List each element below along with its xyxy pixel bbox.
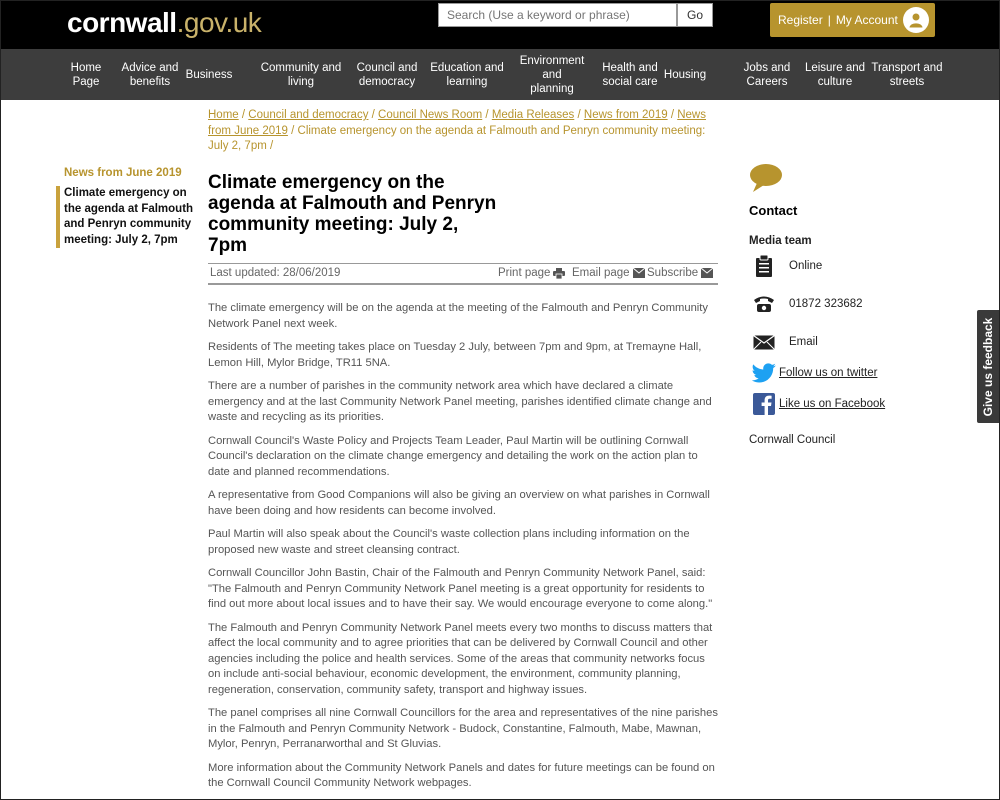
- nav-business[interactable]: Business: [185, 68, 233, 81]
- contact-twitter[interactable]: [751, 361, 877, 385]
- organisation-name: Cornwall Council: [749, 434, 836, 446]
- page-title: Climate emergency on the agenda at Falmouth and Penryn community meeting: July 2, 7pm: [208, 172, 497, 256]
- twitter-icon: [751, 361, 777, 385]
- email-icon: [633, 268, 645, 278]
- search-input[interactable]: [438, 3, 677, 27]
- breadcrumb-council-and-democracy[interactable]: Council and democracy: [248, 109, 369, 121]
- my-account-link[interactable]: My Account: [835, 13, 898, 27]
- subscribe-button[interactable]: Subscribe: [647, 267, 713, 279]
- nav-community-and-living[interactable]: Community and living: [260, 61, 342, 88]
- site-header: [1, 1, 999, 49]
- nav-housing[interactable]: Housing: [663, 68, 707, 81]
- nav-environment-and-planning[interactable]: Environment and planning: [519, 54, 585, 95]
- breadcrumb: Home / Council and democracy / Council News Room / Media Releases / News from 2019 / News from June 2019 / Climate emergency on the agenda at Falmouth and Penryn community meeting: July 2, 7pm /: [208, 109, 706, 152]
- nav-council-and-democracy[interactable]: Council and democracy: [356, 61, 418, 88]
- nav-education-and-learning[interactable]: Education and learning: [430, 61, 504, 88]
- breadcrumb-media-releases[interactable]: Media Releases: [491, 109, 575, 121]
- article-meta-bar: [208, 263, 718, 285]
- logo-domain-text: .gov.uk: [176, 7, 262, 38]
- article-body: [208, 301, 720, 800]
- twitter-link[interactable]: Follow us on twitter: [779, 367, 878, 379]
- media-team-label: Media team: [749, 235, 812, 247]
- print-icon: [553, 268, 565, 279]
- facebook-icon: [751, 392, 777, 416]
- register-link[interactable]: Register: [778, 13, 823, 27]
- article-paragraph: Residents of The meeting takes place on Tuesday 2 July, between 7pm and 9pm, at Tremayne Hall, Lemon Hill, Mylor Bridge, TR11 5NA.: [208, 341, 702, 369]
- phone-icon: [751, 292, 777, 316]
- article-paragraph: The panel comprises all nine Cornwall Councillors for the area and representatives of the nine parishes in the Falmouth and Penryn Community Network - Budock, Constantine, Falmouth, Mabe, Mawnan, Mylor, Penryn, Perranarworthal and St Gluvias.: [208, 707, 718, 750]
- sidebar-heading-link[interactable]: News from June 2019: [64, 167, 182, 179]
- contact-heading: Contact: [749, 203, 798, 218]
- article-paragraph: Cornwall Council's Waste Policy and Projects Team Leader, Paul Martin will be outlining Cornwall Council's declaration on the climate change emergency and detailing the work on the action plan to date and planned recommendations.: [208, 434, 698, 478]
- main-navigation: [1, 49, 999, 100]
- article-paragraph: The climate emergency will be on the agenda at the meeting of the Falmouth and Penryn Community Network Panel next week.: [208, 302, 708, 330]
- nav-leisure-and-culture[interactable]: Leisure and culture: [804, 61, 866, 88]
- site-logo[interactable]: [67, 7, 261, 39]
- nav-transport-and-streets[interactable]: Transport and streets: [871, 61, 943, 88]
- breadcrumb-home[interactable]: Home: [208, 109, 239, 121]
- subscribe-icon: [701, 268, 713, 278]
- user-icon: [903, 7, 929, 33]
- search-go-button[interactable]: Go: [677, 3, 713, 27]
- email-page-button[interactable]: Email page: [572, 267, 645, 279]
- sidebar-current-item[interactable]: Climate emergency on the agenda at Falmouth and Penryn community meeting: July 2, 7pm: [56, 186, 196, 248]
- article-paragraph: More information about the Community Network Panels and dates for future meetings can be found on the Cornwall Council Community Network webpages.: [208, 761, 715, 789]
- breadcrumb-news-from-june-2019[interactable]: News from June 2019: [208, 109, 706, 137]
- account-button[interactable]: [770, 3, 935, 37]
- envelope-icon: [751, 330, 777, 354]
- nav-health-and-social-care[interactable]: Health and social care: [602, 61, 658, 88]
- article-paragraph: There are a number of parishes in the community network area which have declared a climate emergency and at the last Community Network Panel meeting, parishes identified climate change and waste and recycling as its priorities.: [208, 380, 712, 423]
- article-paragraph: A representative from Good Companions will also be giving an overview on what parishes in Cornwall have been doing and how residents can become involved.: [208, 489, 710, 517]
- article-paragraph: The Falmouth and Penryn Community Network Panel meets every two months to discuss matters that affect the local community and to agree priorities that can be delivered by Cornwall Council and other agencies including the police and health services. Some of the areas that community networks focus on include anti-social behaviour, economic development, the environment, community planning, regeneration, conservation, community safety, transport and highway issues.: [208, 621, 713, 696]
- print-page-button[interactable]: Print page: [498, 267, 565, 279]
- last-updated: Last updated: 28/06/2019: [210, 267, 341, 279]
- nav-home-page[interactable]: Home Page: [70, 61, 102, 88]
- breadcrumb-current: Climate emergency on the agenda at Falmouth and Penryn community meeting: July 2, 7pm: [208, 124, 706, 152]
- clipboard-icon: [751, 254, 777, 278]
- feedback-tab[interactable]: [977, 310, 999, 423]
- nav-advice-and-benefits[interactable]: Advice and benefits: [121, 61, 179, 88]
- contact-phone[interactable]: 01872 323682: [751, 292, 863, 316]
- article-paragraph: Cornwall Councillor John Bastin, Chair of the Falmouth and Penryn Community Network Panel, said: "The Falmouth and Penryn Community Network Panel meeting is a great opportunity for residents to find out more about local issues and to have their say. We would encourage everyone to come along.": [208, 567, 713, 610]
- facebook-link[interactable]: Like us on Facebook: [779, 398, 886, 410]
- logo-main-text: cornwall: [67, 7, 177, 38]
- contact-email[interactable]: Email: [751, 330, 818, 354]
- breadcrumb-news-from-2019[interactable]: News from 2019: [583, 109, 668, 121]
- account-separator: |: [827, 13, 831, 27]
- contact-online[interactable]: Online: [751, 254, 822, 278]
- breadcrumb-council-news-room[interactable]: Council News Room: [378, 109, 483, 121]
- contact-facebook[interactable]: [751, 392, 885, 416]
- article-paragraph: Paul Martin will also speak about the Council's waste collection plans including information on the proposed new waste and street cleansing contract.: [208, 528, 690, 556]
- feedback-label: Give us feedback: [981, 317, 995, 416]
- nav-jobs-and-careers[interactable]: Jobs and Careers: [743, 61, 791, 88]
- speech-bubble-icon: [749, 163, 783, 198]
